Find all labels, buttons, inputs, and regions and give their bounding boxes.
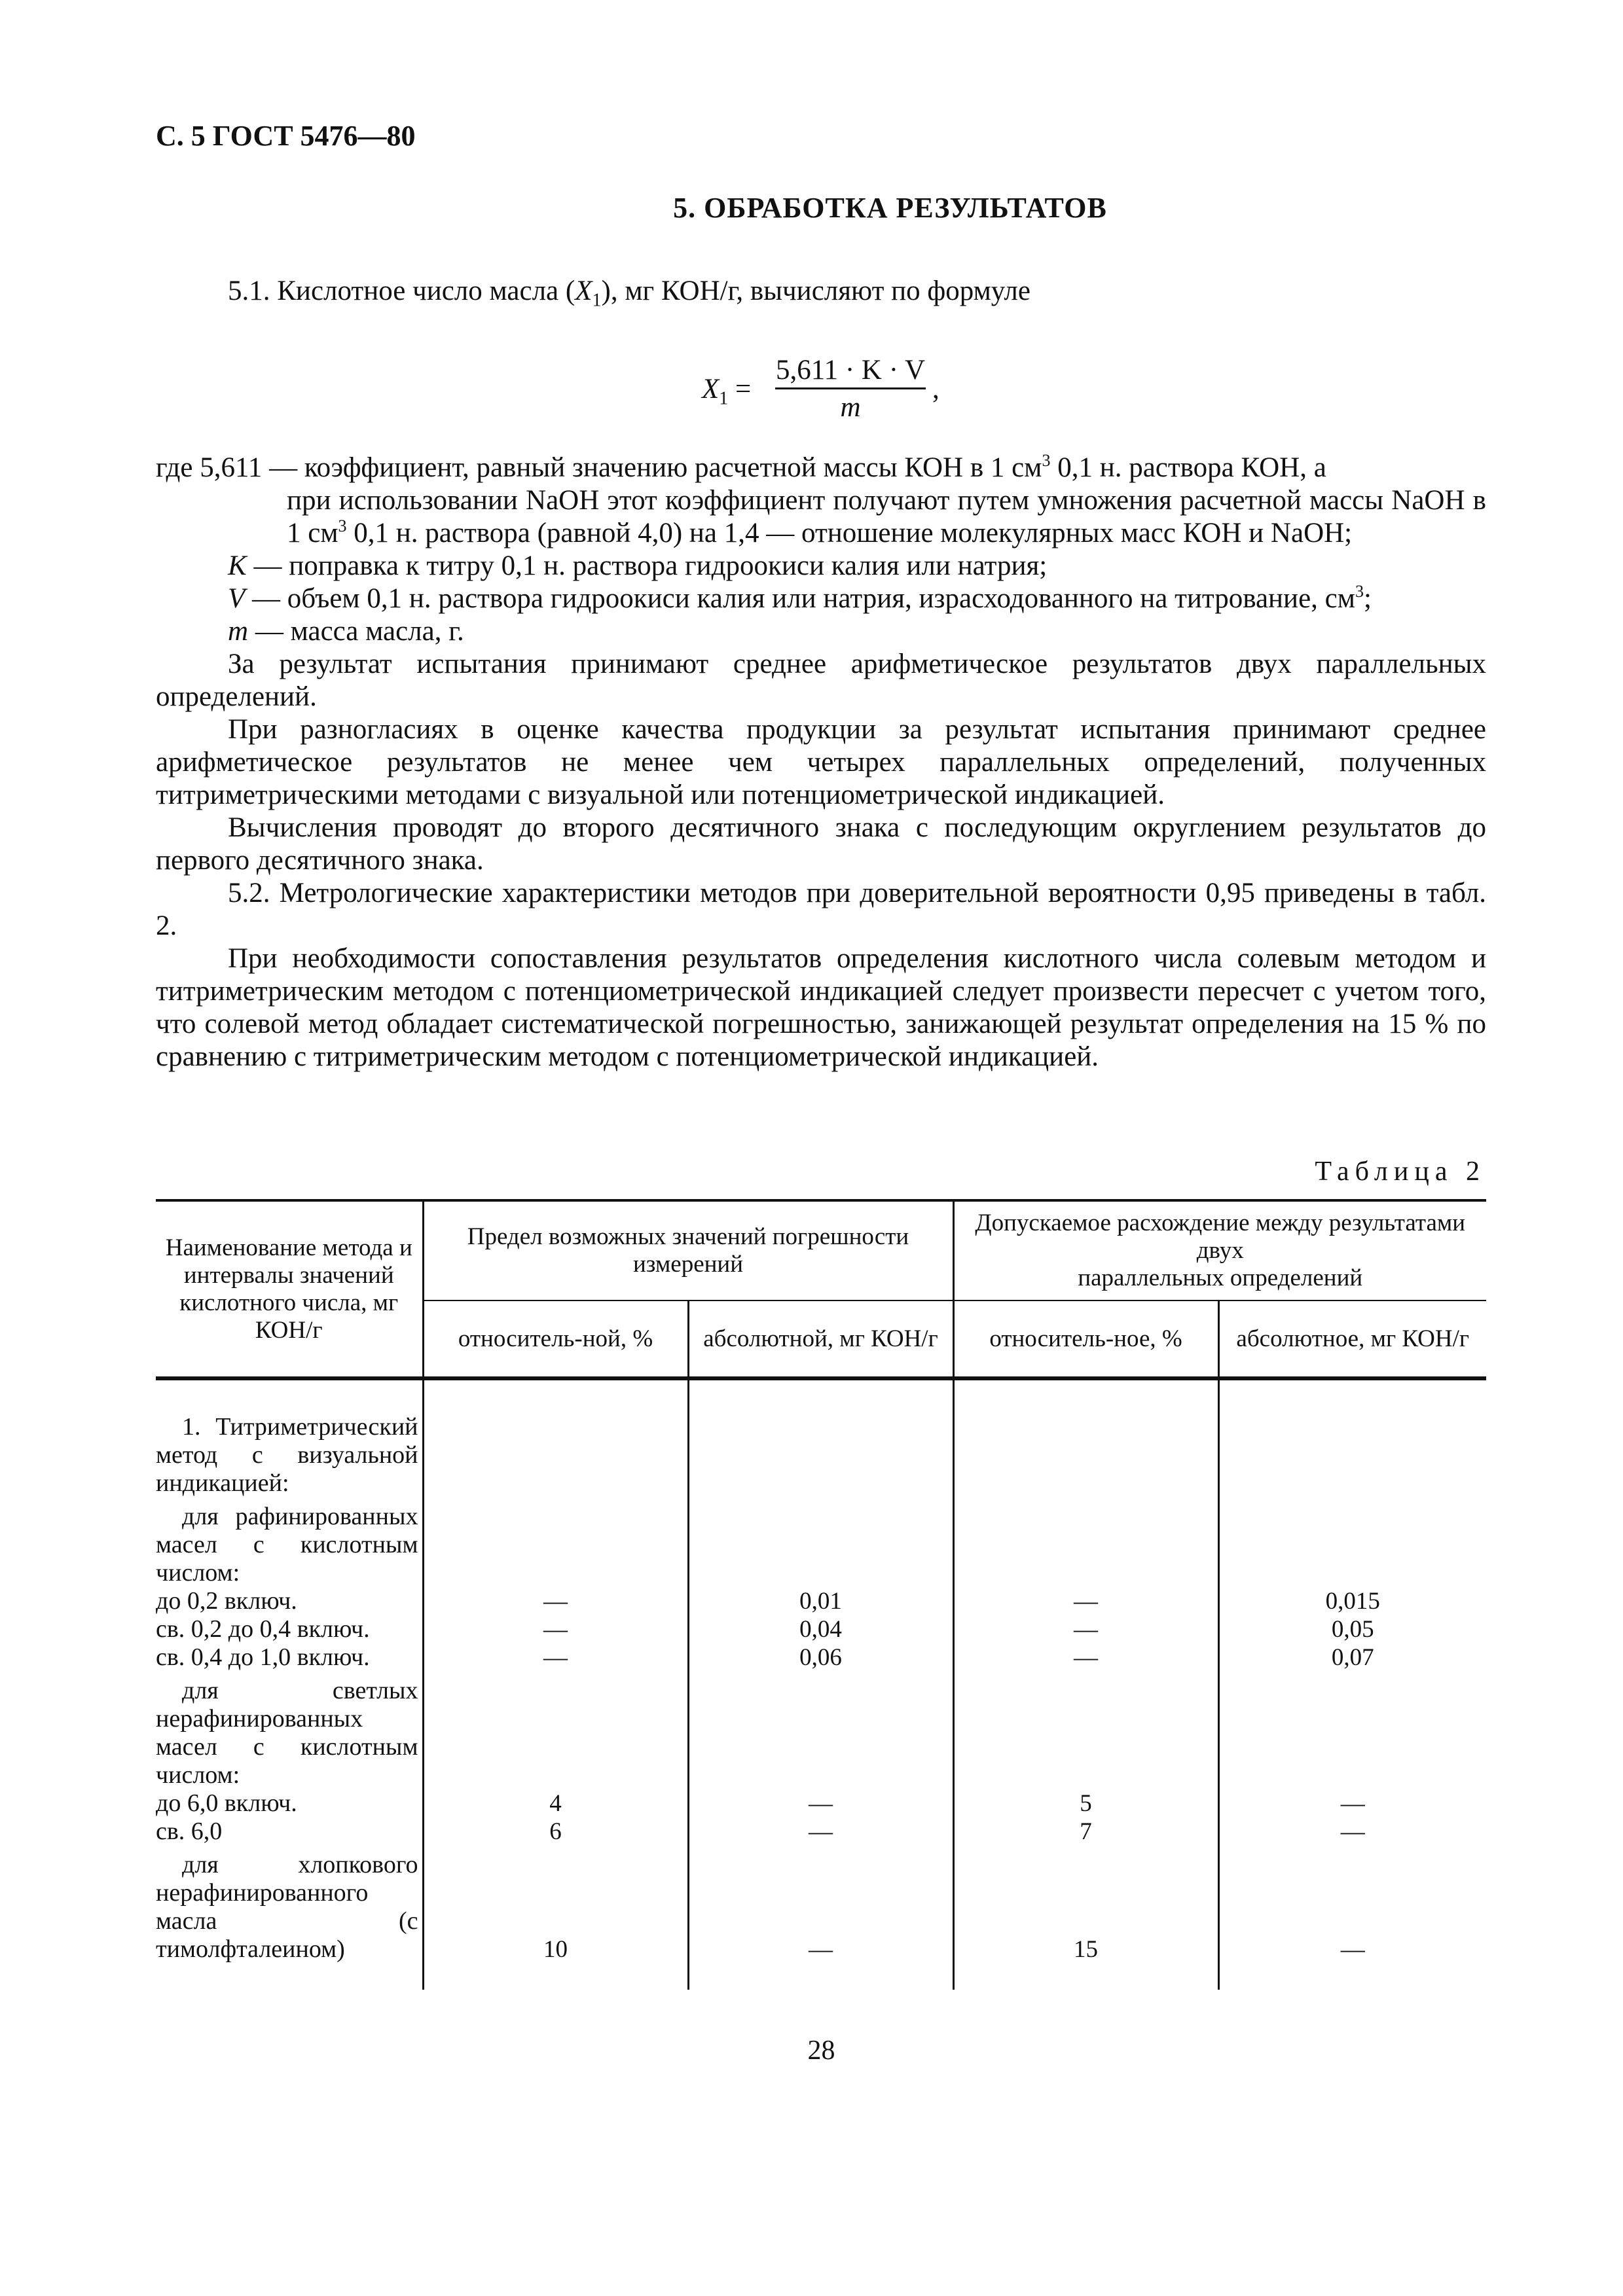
- paragraph-disagreements: При разногласиях в оценке качества продукции за результат испытания принимают среднее арифметическое результатов не менее чем четырех параллельных определений, полученных титриметрическими методами с визуальной или потенциометрической индикацией.: [156, 714, 1486, 810]
- table-row: [156, 1789, 1486, 1818]
- row-value-1: 6: [423, 1818, 688, 1846]
- row-value-4: 0,05: [1331, 1616, 1374, 1643]
- row-value-3: 5: [953, 1789, 1218, 1818]
- header-error-absolute: абсолютной, мг КОН/г: [688, 1300, 953, 1378]
- header-discrepancy-absolute: абсолютное, мг КОН/г: [1218, 1300, 1486, 1378]
- formula-lhs: $X_1$ =: [702, 374, 752, 409]
- table-tail-row: [156, 1964, 1486, 1990]
- paragraph-result: За результат испытания принимают среднее арифметическое результатов двух параллельных определений.: [156, 649, 1486, 712]
- para-5-1: [156, 275, 1486, 311]
- row-value-4: [1218, 1413, 1486, 1498]
- row-value-3: [953, 1498, 1218, 1587]
- header-method: Наименование метода и интервалы значений кислотного числа, мг КОН/г: [156, 1200, 423, 1378]
- row-value-2: [688, 1498, 953, 1587]
- row-label: св. 0,2 до 0,4 включ.: [156, 1615, 423, 1643]
- row-value-1: —: [423, 1643, 688, 1672]
- definition-m: m — масса масла, г.: [228, 616, 464, 647]
- para-5-1-post: ), мг КОН/г, вычисляют по формуле: [601, 276, 1030, 306]
- row-value-1: 4: [423, 1789, 688, 1818]
- row-value-3: —: [953, 1587, 1218, 1615]
- row-value-2: 0,04: [688, 1615, 953, 1643]
- table-spacer-row: [156, 1378, 1486, 1413]
- row-value-4: —: [1340, 1936, 1365, 1963]
- header-error-limit: Предел возможных значений погрешности измерений: [423, 1200, 953, 1300]
- definitions-and-text: [156, 452, 1486, 1073]
- row-label: для светлых нерафинированных масел с кислотным числом:: [156, 1672, 423, 1789]
- row-label: до 6,0 включ.: [156, 1789, 423, 1818]
- table-body: [156, 1378, 1486, 1990]
- definition-k: K — поправка к титру 0,1 н. раствора гидроокиси калия или натрия;: [228, 550, 1048, 581]
- header-discrepancy-relative: относитель-ное, %: [953, 1300, 1218, 1378]
- section-title: 5. ОБРАБОТКА РЕЗУЛЬТАТОВ: [673, 192, 1107, 224]
- row-value-1: [423, 1672, 688, 1789]
- row-value-3: —: [953, 1615, 1218, 1643]
- definition-coefficient: где 5,611 — коэффициент, равный значению расчетной массы КОН в 1 $см^3$ 0,1 н. раствора КОН, а: [156, 451, 1326, 483]
- table-row: [156, 1846, 1486, 1964]
- row-value-1: [423, 1413, 688, 1498]
- page-number: 28: [807, 2036, 835, 2066]
- header-error-relative: относитель-ной, %: [423, 1300, 688, 1378]
- table-caption: Таблица 2: [1315, 1157, 1486, 1187]
- row-label: до 0,2 включ.: [156, 1587, 423, 1615]
- row-value-4: 0,07: [1331, 1644, 1374, 1671]
- formula-comma: ,: [932, 374, 939, 404]
- row-value-1: [423, 1498, 688, 1587]
- table-row: [156, 1615, 1486, 1643]
- row-value-3: [953, 1672, 1218, 1789]
- page-header: С. 5 ГОСТ 5476—80: [156, 120, 416, 152]
- table-row: [156, 1587, 1486, 1615]
- row-value-3: 15: [953, 1846, 1218, 1964]
- row-value-4: —: [1340, 1790, 1365, 1817]
- var-x: X: [575, 276, 593, 306]
- var-x-sub: 1: [592, 290, 602, 311]
- row-value-2: 0,01: [688, 1587, 953, 1615]
- acid-number-formula: [702, 353, 964, 425]
- header-discrepancy: Допускаемое расхождение между результатами двух параллельных определений: [953, 1200, 1486, 1300]
- row-value-4: [1218, 1672, 1486, 1789]
- row-label: для хлопкового нерафинированного масла (с тимолфталеином): [156, 1846, 423, 1964]
- paragraph-calculation: Вычисления проводят до второго десятичного знака с последующим округлением результатов до первого десятичного знака.: [156, 812, 1486, 876]
- table-row: [156, 1643, 1486, 1672]
- row-value-2: —: [688, 1846, 953, 1964]
- row-value-2: [688, 1672, 953, 1789]
- row-value-2: —: [688, 1818, 953, 1846]
- row-value-3: —: [953, 1643, 1218, 1672]
- row-value-1: —: [423, 1615, 688, 1643]
- table-row: [156, 1672, 1486, 1789]
- row-value-2: [688, 1413, 953, 1498]
- row-label: 1. Титриметрический метод с визуальной индикацией:: [156, 1413, 423, 1498]
- table-row: [156, 1818, 1486, 1846]
- table-row: [156, 1413, 1486, 1498]
- row-value-1: —: [423, 1587, 688, 1615]
- formula-numerator: 5,611 · K · V: [775, 353, 926, 389]
- paragraph-comparison: При необходимости сопоставления результатов определения кислотного числа солевым методом и титриметрическим методом с потенциометрической индикацией следует произвести пересчет с учетом того, что солевой метод обладает систематической погрешностью, занижающей результат определения на 15 % по сравнению с титриметрическим методом с потенциометрической индикацией.: [156, 943, 1486, 1072]
- row-label: св. 6,0: [156, 1818, 423, 1846]
- definition-naoh: при использовании NaOH этот коэффициент получают путем умножения расчетной массы NaOH в 1 $см^3$ 0,1 н. раствора (равной 4,0) на 1,4 — отношение молекулярных масс КОН и NaOH;: [287, 485, 1486, 548]
- row-value-2: 0,06: [688, 1643, 953, 1672]
- para-5-1-pre: 5.1. Кислотное число масла (: [228, 276, 575, 306]
- formula-denominator: m: [840, 392, 861, 423]
- row-value-2: —: [688, 1789, 953, 1818]
- row-value-4: 0,015: [1325, 1588, 1380, 1615]
- row-value-4: [1218, 1498, 1486, 1587]
- formula-fraction: [775, 353, 926, 426]
- metrology-table: [156, 1199, 1486, 1990]
- definition-v: V — объем 0,1 н. раствора гидроокиси калия или натрия, израсходованного на титрование, $см^3$;: [228, 582, 1372, 614]
- row-value-4: —: [1340, 1818, 1365, 1845]
- row-label: св. 0,4 до 1,0 включ.: [156, 1643, 423, 1672]
- row-value-1: 10: [423, 1846, 688, 1964]
- paragraph-5-2: 5.2. Метрологические характеристики методов при доверительной вероятности 0,95 приведены в табл. 2.: [156, 878, 1486, 941]
- table-row: [156, 1498, 1486, 1587]
- row-label: для рафинированных масел с кислотным числом:: [156, 1498, 423, 1587]
- row-value-3: 7: [953, 1818, 1218, 1846]
- row-value-3: [953, 1413, 1218, 1498]
